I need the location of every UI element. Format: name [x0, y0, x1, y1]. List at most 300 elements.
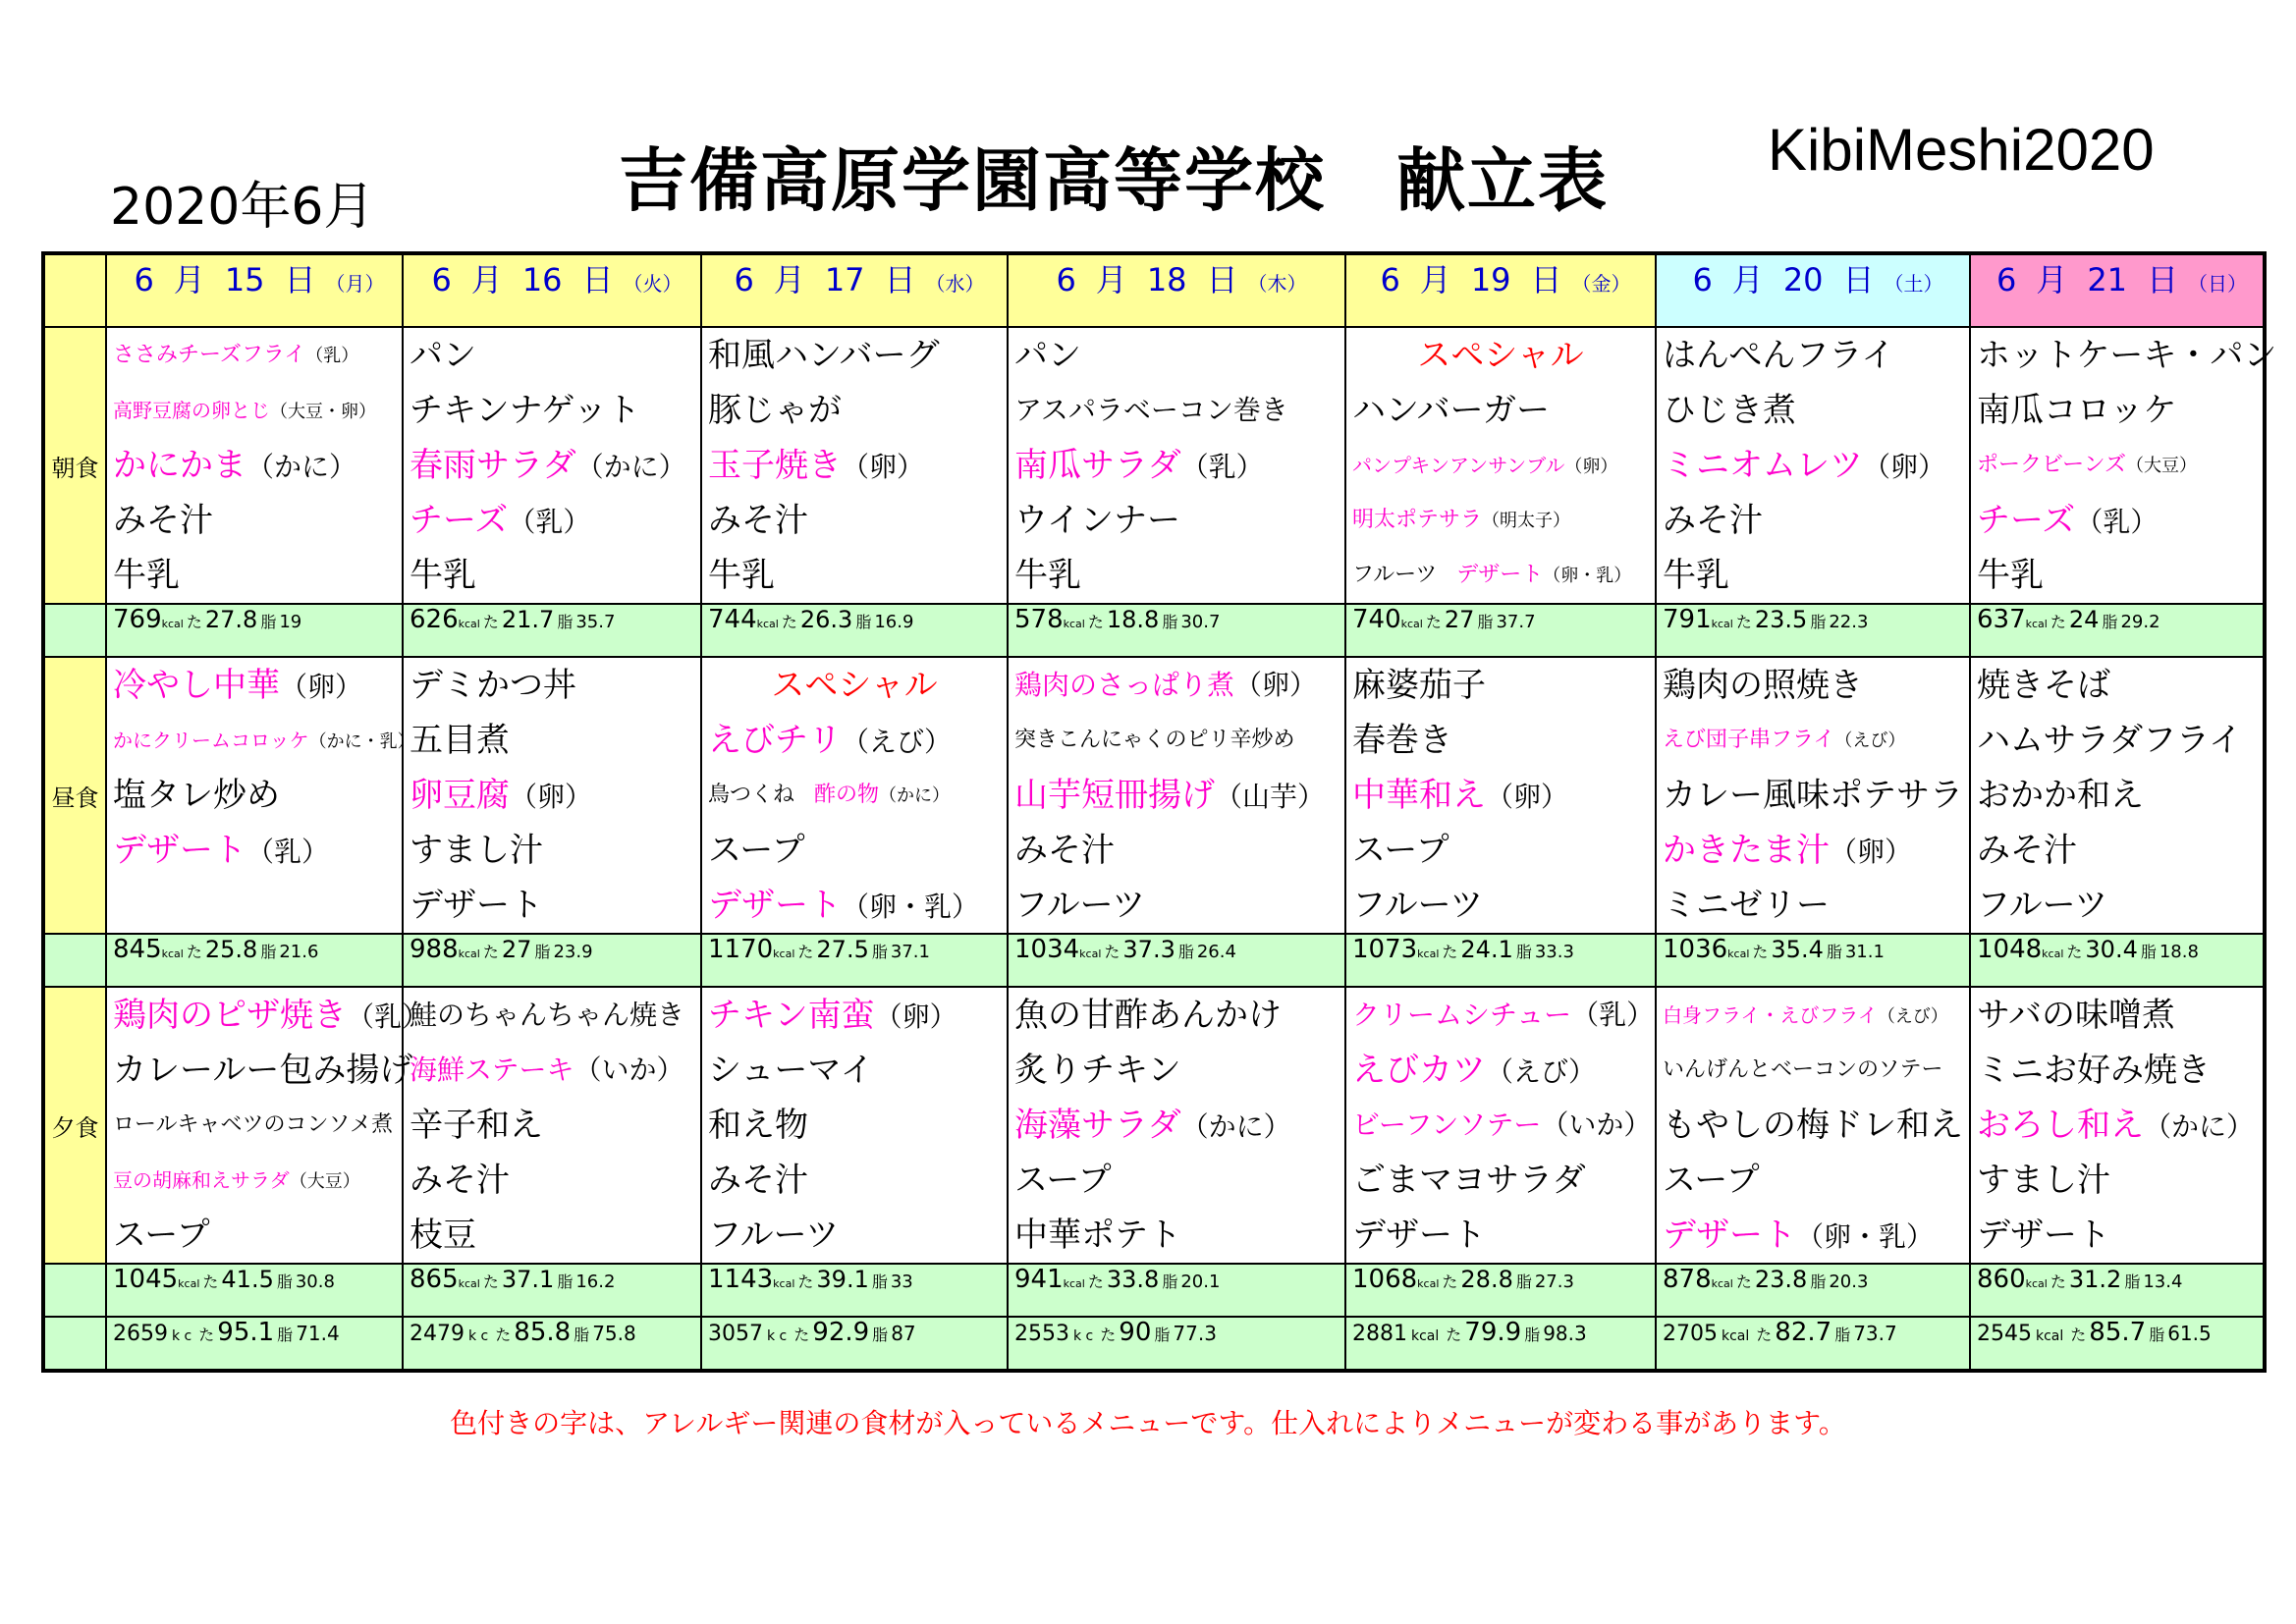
fat-label: 脂: [2102, 613, 2118, 631]
fat-label: 脂: [557, 1272, 574, 1291]
month-num: 6: [1692, 261, 1713, 298]
menu-item-name: スープ: [1014, 1161, 1112, 1200]
protein-label: た: [495, 1326, 512, 1344]
menu-item: [702, 658, 1007, 713]
kcal-value: 740: [1352, 605, 1401, 634]
menu-item-name: 中華ポテト: [1014, 1216, 1181, 1255]
menu-item-name: 炙りチキン: [1014, 1051, 1181, 1090]
protein-label: た: [1087, 1272, 1104, 1291]
total-kcal-value: 2705: [1663, 1322, 1718, 1346]
meal-cell: [701, 987, 1008, 1264]
allergen-note: （乳）: [246, 836, 330, 868]
fat-label: 脂: [871, 1272, 888, 1291]
menu-item: [1346, 713, 1655, 768]
total-kcal-value: 2659: [113, 1322, 168, 1346]
menu-item-name: フルーツ: [708, 1216, 840, 1255]
menu-item-name: 麻婆茄子: [1352, 666, 1486, 705]
total-values: [1009, 1318, 1344, 1347]
menu-item-name: おかか和え: [1977, 776, 2144, 815]
allergen-note: （卵・乳）: [1543, 566, 1632, 586]
day-num: 17: [824, 261, 865, 298]
menu-item-name: 牛乳: [1977, 556, 2044, 595]
menu-item: [1009, 988, 1344, 1043]
total-cell: [1656, 1317, 1970, 1371]
menu-item-name: ひじき煮: [1663, 391, 1796, 430]
nutrition-values: [107, 935, 402, 964]
brand-logo-text: KibiMeshi2020: [1768, 117, 2155, 183]
menu-item-name: スープ: [1352, 831, 1449, 870]
menu-item: [702, 1153, 1007, 1208]
protein-value: 39.1: [816, 1266, 869, 1293]
protein-value: 30.4: [2085, 936, 2138, 963]
fat-label: 脂: [557, 613, 574, 631]
total-values: [1657, 1318, 1969, 1347]
month-num: 6: [1995, 261, 2017, 298]
total-kcal-unit: kcal: [2036, 1328, 2064, 1344]
menu-item: [702, 713, 1007, 768]
menu-item: [404, 823, 700, 878]
meal-cell: [1345, 327, 1656, 604]
menu-item-name: チキン南蛮: [708, 996, 875, 1035]
fat-value: 27.3: [1534, 1272, 1574, 1292]
fat-value: 37.1: [890, 942, 930, 962]
allergen-note: （かに）: [575, 451, 686, 483]
menu-item-name: 鳥つくね: [708, 783, 795, 807]
menu-item: [1657, 438, 1969, 493]
meal-cell: [403, 657, 701, 934]
menu-item-name: サバの味噌煮: [1977, 996, 2175, 1035]
protein-value: 23.5: [1754, 606, 1808, 633]
allergen-note: （えび）: [1877, 1006, 1948, 1027]
allergen-note: （乳）: [347, 1001, 430, 1033]
menu-item-name: みそ汁: [708, 1161, 808, 1200]
menu-item: [1009, 493, 1344, 548]
menu-item-name: 海藻サラダ: [1014, 1106, 1181, 1145]
menu-item-name: デミかつ丼: [410, 666, 576, 705]
menu-item: [1971, 1153, 2263, 1208]
menu-item: [1009, 438, 1344, 493]
total-cell: [403, 1317, 701, 1371]
total-values: [702, 1318, 1007, 1347]
weekday: （木）: [1247, 272, 1307, 296]
fat-value: 37.7: [1496, 612, 1536, 632]
kcal-value: 744: [708, 605, 757, 634]
menu-item-name: スペシャル: [771, 666, 938, 705]
protein-value: 35.4: [1771, 936, 1824, 963]
menu-item-name: 魚の甘酢あんかけ: [1014, 996, 1282, 1035]
protein-label: た: [186, 943, 202, 961]
day-num: 21: [2087, 261, 2128, 298]
month-num: 6: [1056, 261, 1076, 298]
day-header-16: [403, 253, 701, 327]
total-protein-value: 82.7: [1775, 1318, 1832, 1347]
meal-cell: [1970, 987, 2265, 1264]
total-cell: [1970, 1317, 2265, 1371]
weekday: （日）: [2188, 272, 2248, 296]
menu-item: [1971, 1043, 2263, 1098]
menu-item: [107, 493, 402, 548]
menu-item: [107, 328, 402, 383]
menu-item: [1657, 658, 1969, 713]
menu-item: [107, 1043, 413, 1098]
kcal-value: 578: [1014, 605, 1064, 634]
meal-cell: [1008, 327, 1345, 604]
fat-value: 26.4: [1196, 942, 1236, 962]
protein-label: た: [1735, 613, 1752, 631]
allergen-note: （卵・乳）: [842, 891, 980, 923]
protein-label: た: [1104, 943, 1121, 961]
kcal-unit: kcal: [458, 618, 480, 630]
menu-item-name: 牛乳: [1014, 556, 1081, 595]
fat-value: 33: [890, 1272, 913, 1292]
nutrition-cell: [106, 604, 403, 657]
protein-label: た: [1442, 943, 1458, 961]
fat-value: 30.7: [1180, 612, 1221, 632]
month-num: 6: [134, 261, 154, 298]
weekday: （火）: [623, 272, 683, 296]
menu-item: [1009, 768, 1344, 823]
menu-item: [702, 988, 1007, 1043]
protein-value: 23.8: [1754, 1266, 1808, 1293]
fat-value: 23.9: [553, 942, 593, 962]
menu-item: [702, 1043, 1007, 1098]
menu-item-name: 白身フライ・えびフライ: [1663, 1003, 1878, 1027]
menu-item-name: みそ汁: [410, 1161, 510, 1200]
menu-item-name: パン: [1014, 336, 1081, 375]
menu-item: [1657, 493, 1969, 548]
nutrition-values: [1657, 935, 1969, 964]
fat-label: 脂: [1515, 943, 1532, 961]
day-char: 日: [2147, 261, 2179, 298]
kcal-value: 1073: [1352, 935, 1418, 964]
protein-label: た: [793, 1326, 810, 1344]
protein-value: 27.8: [204, 606, 258, 633]
nutrition-values: [1009, 935, 1344, 964]
fat-value: 19: [279, 612, 302, 632]
kcal-unit: kcal: [178, 1277, 200, 1290]
day-header-17: [701, 253, 1008, 327]
protein-value: 28.8: [1460, 1266, 1513, 1293]
kcal-value: 637: [1977, 605, 2026, 634]
nutrition-values: [702, 935, 1007, 964]
menu-item: [1971, 768, 2263, 823]
fat-label: 脂: [1810, 613, 1827, 631]
fat-label: 脂: [1834, 1326, 1851, 1344]
nutrition-cell: [701, 1264, 1008, 1317]
menu-item-name: 和風ハンバーグ: [708, 336, 940, 375]
meal-cell: [403, 987, 701, 1264]
allergen-note: （卵）: [842, 451, 925, 483]
fat-value: 33.3: [1534, 942, 1574, 962]
total-cell: [106, 1317, 403, 1371]
daily-total-row: [43, 1317, 2265, 1371]
fat-value: 35.7: [575, 612, 616, 632]
kcal-value: 1068: [1352, 1265, 1418, 1294]
total-fat-value: 87: [891, 1322, 916, 1345]
month-char: 月: [1095, 261, 1127, 298]
meal-cell: [106, 327, 403, 604]
menu-item-name: ごまマヨサラダ: [1352, 1161, 1586, 1200]
kcal-unit: kcal: [2042, 947, 2064, 960]
nutrition-side: [43, 604, 106, 657]
menu-item: [1657, 1208, 1969, 1263]
menu-item-name: もやしの梅ドレ和え: [1663, 1106, 1963, 1145]
menu-item-name: 豚じゃが: [708, 391, 842, 430]
total-protein-value: 95.1: [217, 1318, 275, 1347]
menu-item: [1971, 878, 2263, 933]
menu-item-name: デザート: [410, 886, 543, 925]
menu-item: [1346, 988, 1655, 1043]
menu-item: [1657, 328, 1969, 383]
allergen-note: （乳）: [1571, 999, 1655, 1031]
kcal-unit: kcal: [161, 618, 184, 630]
menu-item-name: チキンナゲット: [410, 391, 640, 430]
menu-item-name: 突きこんにゃくのピリ辛炒め: [1014, 728, 1295, 752]
menu-item: [1971, 383, 2263, 438]
total-protein-value: 85.7: [2089, 1318, 2147, 1347]
menu-item: [404, 713, 700, 768]
menu-item-name: アスパラベーコン巻き: [1014, 394, 1288, 426]
menu-item: [1971, 438, 2263, 493]
menu-item: [702, 768, 1007, 823]
protein-label: た: [781, 613, 797, 631]
menu-item: [1346, 1208, 1655, 1263]
menu-item: [1009, 713, 1344, 768]
menu-item: [702, 823, 1007, 878]
menu-item-name: かにかま: [113, 446, 246, 485]
nutrition-values: [1971, 935, 2263, 964]
menu-item: [1346, 1043, 1655, 1098]
month-label: 2020年6月: [110, 178, 375, 237]
menu-item: [1346, 328, 1655, 383]
menu-item: [1009, 548, 1344, 603]
weekday: （月）: [325, 272, 385, 296]
allergen-note: （乳）: [305, 346, 359, 366]
protein-value: 24.1: [1460, 936, 1513, 963]
fat-label: 脂: [2149, 1326, 2165, 1344]
kcal-value: 1036: [1663, 935, 1728, 964]
protein-label: た: [2070, 1326, 2087, 1344]
header-corner: [43, 253, 106, 327]
month-num: 6: [431, 261, 452, 298]
protein-label: た: [1752, 943, 1769, 961]
menu-item-name: フルーツ: [1352, 563, 1438, 587]
menu-item-name: パン: [410, 336, 476, 375]
allergen-note: （いか）: [1541, 1109, 1652, 1141]
menu-item-name: 玉子焼き: [708, 446, 842, 485]
meal-cell: [701, 657, 1008, 934]
fat-label: 脂: [871, 943, 888, 961]
meal-cell: [106, 657, 415, 934]
menu-item-extra: 酢の物: [814, 783, 880, 807]
allergen-note: （卵）: [510, 781, 593, 813]
menu-item-name: 冷やし中華: [113, 666, 280, 705]
meal-cell: [1656, 987, 1970, 1264]
kcal-value: 1045: [113, 1265, 179, 1294]
fat-label: 脂: [1524, 1326, 1541, 1344]
kcal-unit: kcal: [773, 947, 795, 960]
menu-item-name: はんぺんフライ: [1663, 336, 1895, 375]
nutrition-cell: [1008, 604, 1345, 657]
menu-item-name: スープ: [113, 1216, 210, 1255]
month-num: 6: [1380, 261, 1400, 298]
menu-item: [1971, 328, 2277, 383]
fat-value: 21.6: [279, 942, 319, 962]
total-side: [43, 1317, 106, 1371]
menu-item: [404, 658, 700, 713]
nutrition-values: [1009, 1265, 1344, 1294]
menu-item-name: 塩タレ炒め: [113, 776, 280, 815]
menu-item-name: 鶏肉のさっぱり煮: [1014, 669, 1235, 701]
total-fat-value: 77.3: [1173, 1322, 1217, 1345]
allergen-note: （卵）: [1234, 669, 1318, 701]
total-fat-value: 73.7: [1853, 1322, 1897, 1345]
menu-item-name: みそ汁: [1663, 501, 1763, 540]
menu-item: [404, 438, 700, 493]
menu-item-name: ミニオムレツ: [1663, 446, 1863, 485]
menu-item: [1346, 823, 1655, 878]
kcal-unit: kcal: [1711, 1277, 1733, 1290]
kcal-unit: kcal: [1727, 947, 1750, 960]
nutrition-values: [702, 605, 1007, 634]
menu-item-name: カレールー包み揚げ: [113, 1051, 413, 1090]
fat-value: 31.1: [1844, 942, 1885, 962]
nutrition-values: [404, 1265, 700, 1294]
protein-label: た: [482, 943, 499, 961]
total-fat-value: 61.5: [2167, 1322, 2212, 1345]
nutrition-cell: [403, 604, 701, 657]
protein-value: 33.8: [1106, 1266, 1160, 1293]
protein-value: 18.8: [1106, 606, 1160, 633]
allergen-note: （大豆）: [2126, 456, 2198, 476]
total-values: [404, 1318, 700, 1347]
menu-item-name: チーズ: [410, 501, 509, 540]
menu-item-name: デザート: [708, 886, 842, 925]
menu-item: [107, 823, 402, 878]
total-protein-value: 79.9: [1464, 1318, 1522, 1347]
meal-label-dinner: 夕食: [43, 987, 106, 1264]
total-protein-value: 90: [1119, 1318, 1152, 1347]
nutrition-side: [43, 934, 106, 987]
menu-item-name: 南瓜コロッケ: [1977, 391, 2177, 430]
meal-cell: [1345, 657, 1656, 934]
month-char: 月: [1731, 261, 1764, 298]
nutrition-cell: [1656, 1264, 1970, 1317]
day-num: 20: [1782, 261, 1824, 298]
kcal-unit: kcal: [2025, 618, 2048, 630]
menu-item: [1971, 658, 2263, 713]
menu-item: [702, 1208, 1007, 1263]
day-char: 日: [884, 261, 916, 298]
menu-item: [404, 1098, 700, 1153]
weekday: （水）: [925, 272, 985, 296]
menu-item-name: クリームシチュー: [1352, 999, 1572, 1031]
menu-item-name: えびカツ: [1352, 1051, 1486, 1090]
nutrition-values: [404, 935, 700, 964]
total-cell: [1008, 1317, 1345, 1371]
fat-label: 脂: [260, 613, 277, 631]
meal-cell: [1008, 987, 1345, 1264]
menu-item-name: フルーツ: [1352, 886, 1484, 925]
menu-item-name: 中華和え: [1352, 776, 1486, 815]
month-char: 月: [173, 261, 205, 298]
total-values: [107, 1318, 402, 1347]
menu-item: [1971, 988, 2263, 1043]
menu-item-name: シューマイ: [708, 1051, 874, 1090]
day-num: 15: [224, 261, 265, 298]
month-char: 月: [2036, 261, 2068, 298]
menu-item: [702, 878, 1007, 933]
month-char: 月: [773, 261, 805, 298]
menu-item-name: チーズ: [1977, 501, 2076, 540]
allergen-note: （山芋）: [1215, 781, 1326, 813]
menu-item: [404, 988, 700, 1043]
kcal-value: 769: [113, 605, 162, 634]
meal-label-breakfast: 朝食: [43, 327, 106, 604]
day-header-20: [1656, 253, 1970, 327]
page-title: 吉備高原学園高等学校 献立表: [619, 140, 1609, 221]
menu-item: [107, 1153, 402, 1208]
menu-item: [1346, 1098, 1655, 1153]
total-fat-value: 98.3: [1543, 1322, 1587, 1345]
menu-item-name: 鮭のちゃんちゃん焼き: [410, 999, 685, 1031]
menu-item: [107, 383, 402, 438]
menu-item-name: カレー風味ポテサラ: [1663, 776, 1963, 815]
total-values: [1346, 1318, 1655, 1347]
allergen-note: （かに）: [246, 451, 357, 483]
fat-label: 脂: [1810, 1272, 1827, 1291]
fat-label: 脂: [1162, 1272, 1178, 1291]
menu-item-name: 枝豆: [410, 1216, 476, 1255]
allergen-note: （乳）: [2075, 506, 2159, 538]
total-protein-value: 85.8: [514, 1318, 572, 1347]
total-kcal-value: 2479: [410, 1322, 465, 1346]
fat-label: 脂: [276, 1272, 293, 1291]
nutrition-cell: [106, 1264, 403, 1317]
total-kcal-unit: k c: [468, 1328, 489, 1344]
menu-item-name: ホットケーキ・パン: [1977, 336, 2277, 375]
kcal-unit: kcal: [1063, 1277, 1085, 1290]
menu-item: [1971, 713, 2263, 768]
menu-item-name: ポークビーンズ: [1977, 453, 2127, 477]
fat-label: 脂: [1515, 1272, 1532, 1291]
fat-label: 脂: [2140, 943, 2157, 961]
menu-item-name: 高野豆腐の卵とじ: [113, 399, 270, 422]
fat-label: 脂: [277, 1326, 294, 1344]
menu-item: [1657, 383, 1969, 438]
allergen-note: （えび）: [1486, 1056, 1597, 1088]
menu-item: [1346, 1153, 1655, 1208]
menu-item-name: ミニお好み焼き: [1977, 1051, 2211, 1090]
menu-item-name: えびチリ: [708, 721, 842, 760]
allergen-note: （かに）: [879, 785, 951, 806]
day-num: 16: [521, 261, 563, 298]
protein-value: 21.7: [501, 606, 555, 633]
allergen-note: （大豆・卵）: [270, 402, 376, 422]
nutrition-values: [107, 605, 402, 634]
menu-item-name: おろし和え: [1977, 1106, 2144, 1145]
menu-item: [1657, 1098, 1969, 1153]
day-num: 19: [1470, 261, 1511, 298]
menu-item-name: パンプキンアンサンブル: [1352, 454, 1565, 477]
menu-item: [1009, 658, 1344, 713]
nutrition-row-breakfast: [43, 604, 2265, 657]
menu-item-name: ミニゼリー: [1663, 886, 1830, 925]
allergen-note: （卵）: [1863, 451, 1946, 483]
menu-item-name: ビーフンソテー: [1352, 1109, 1542, 1141]
menu-item-name: みそ汁: [1014, 831, 1115, 870]
menu-item: [1657, 988, 1969, 1043]
